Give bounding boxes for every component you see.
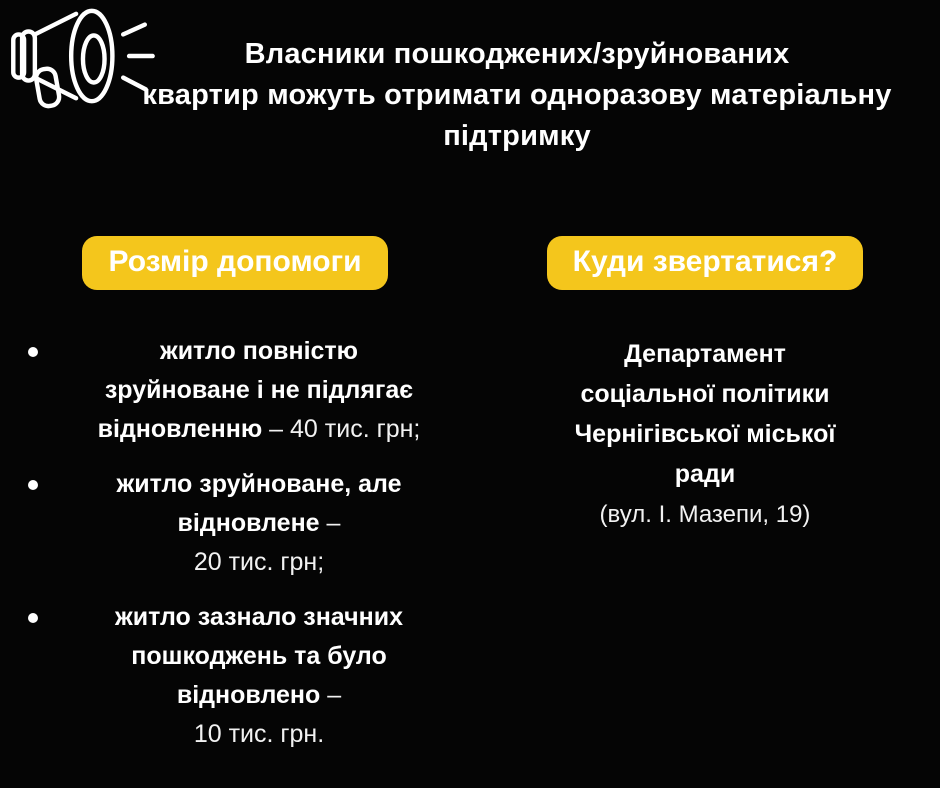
list-item-text [52, 465, 466, 582]
department-name-line: ради [674, 460, 736, 488]
item-light-text: 20 тис. грн; [193, 548, 325, 576]
list-item [22, 598, 466, 754]
column-where-to-apply [470, 236, 940, 754]
item-bold-text: відновлено [176, 681, 321, 709]
page-title-line: Власники пошкоджених/зруйнованих [244, 38, 790, 70]
item-bold-text: житло зазнало значних [115, 603, 403, 631]
page-title-line: квартир можуть отримати одноразову матеріальну [142, 79, 892, 111]
item-bold-text: житло повністю [159, 337, 359, 365]
department-name-line: соціальної політики [580, 380, 830, 408]
item-light-text: – [320, 681, 342, 709]
aid-amount-badge: Розмір допомоги [82, 236, 387, 290]
item-light-text: – [319, 509, 341, 537]
bullet-icon [22, 465, 52, 490]
item-bold-text: відновленню [97, 415, 263, 443]
item-bold-text: пошкоджень та було [131, 642, 387, 670]
list-item-text [52, 598, 466, 754]
aid-amount-list [0, 332, 470, 754]
where-to-apply-badge: Куди звертатися? [547, 236, 864, 290]
department-info [470, 334, 940, 534]
list-item-text [52, 332, 466, 449]
page-title [100, 34, 934, 157]
item-bold-text: зруйноване і не підлягає [104, 376, 414, 404]
item-light-text: 10 тис. грн. [193, 720, 325, 748]
content-columns [0, 236, 940, 754]
department-name-line: Департамент [624, 340, 786, 368]
list-item [22, 332, 466, 449]
item-light-text: – 40 тис. грн; [262, 415, 421, 443]
item-bold-text: житло зруйноване, але [116, 470, 402, 498]
bullet-icon [22, 598, 52, 623]
bullet-icon [22, 332, 52, 357]
department-address: (вул. І. Мазепи, 19) [599, 501, 811, 528]
department-name-line: Чернігівської міської [574, 420, 836, 448]
page-title-line: підтримку [443, 120, 591, 152]
column-aid-amount [0, 236, 470, 754]
list-item [22, 465, 466, 582]
item-bold-text: відновлене [177, 509, 320, 537]
